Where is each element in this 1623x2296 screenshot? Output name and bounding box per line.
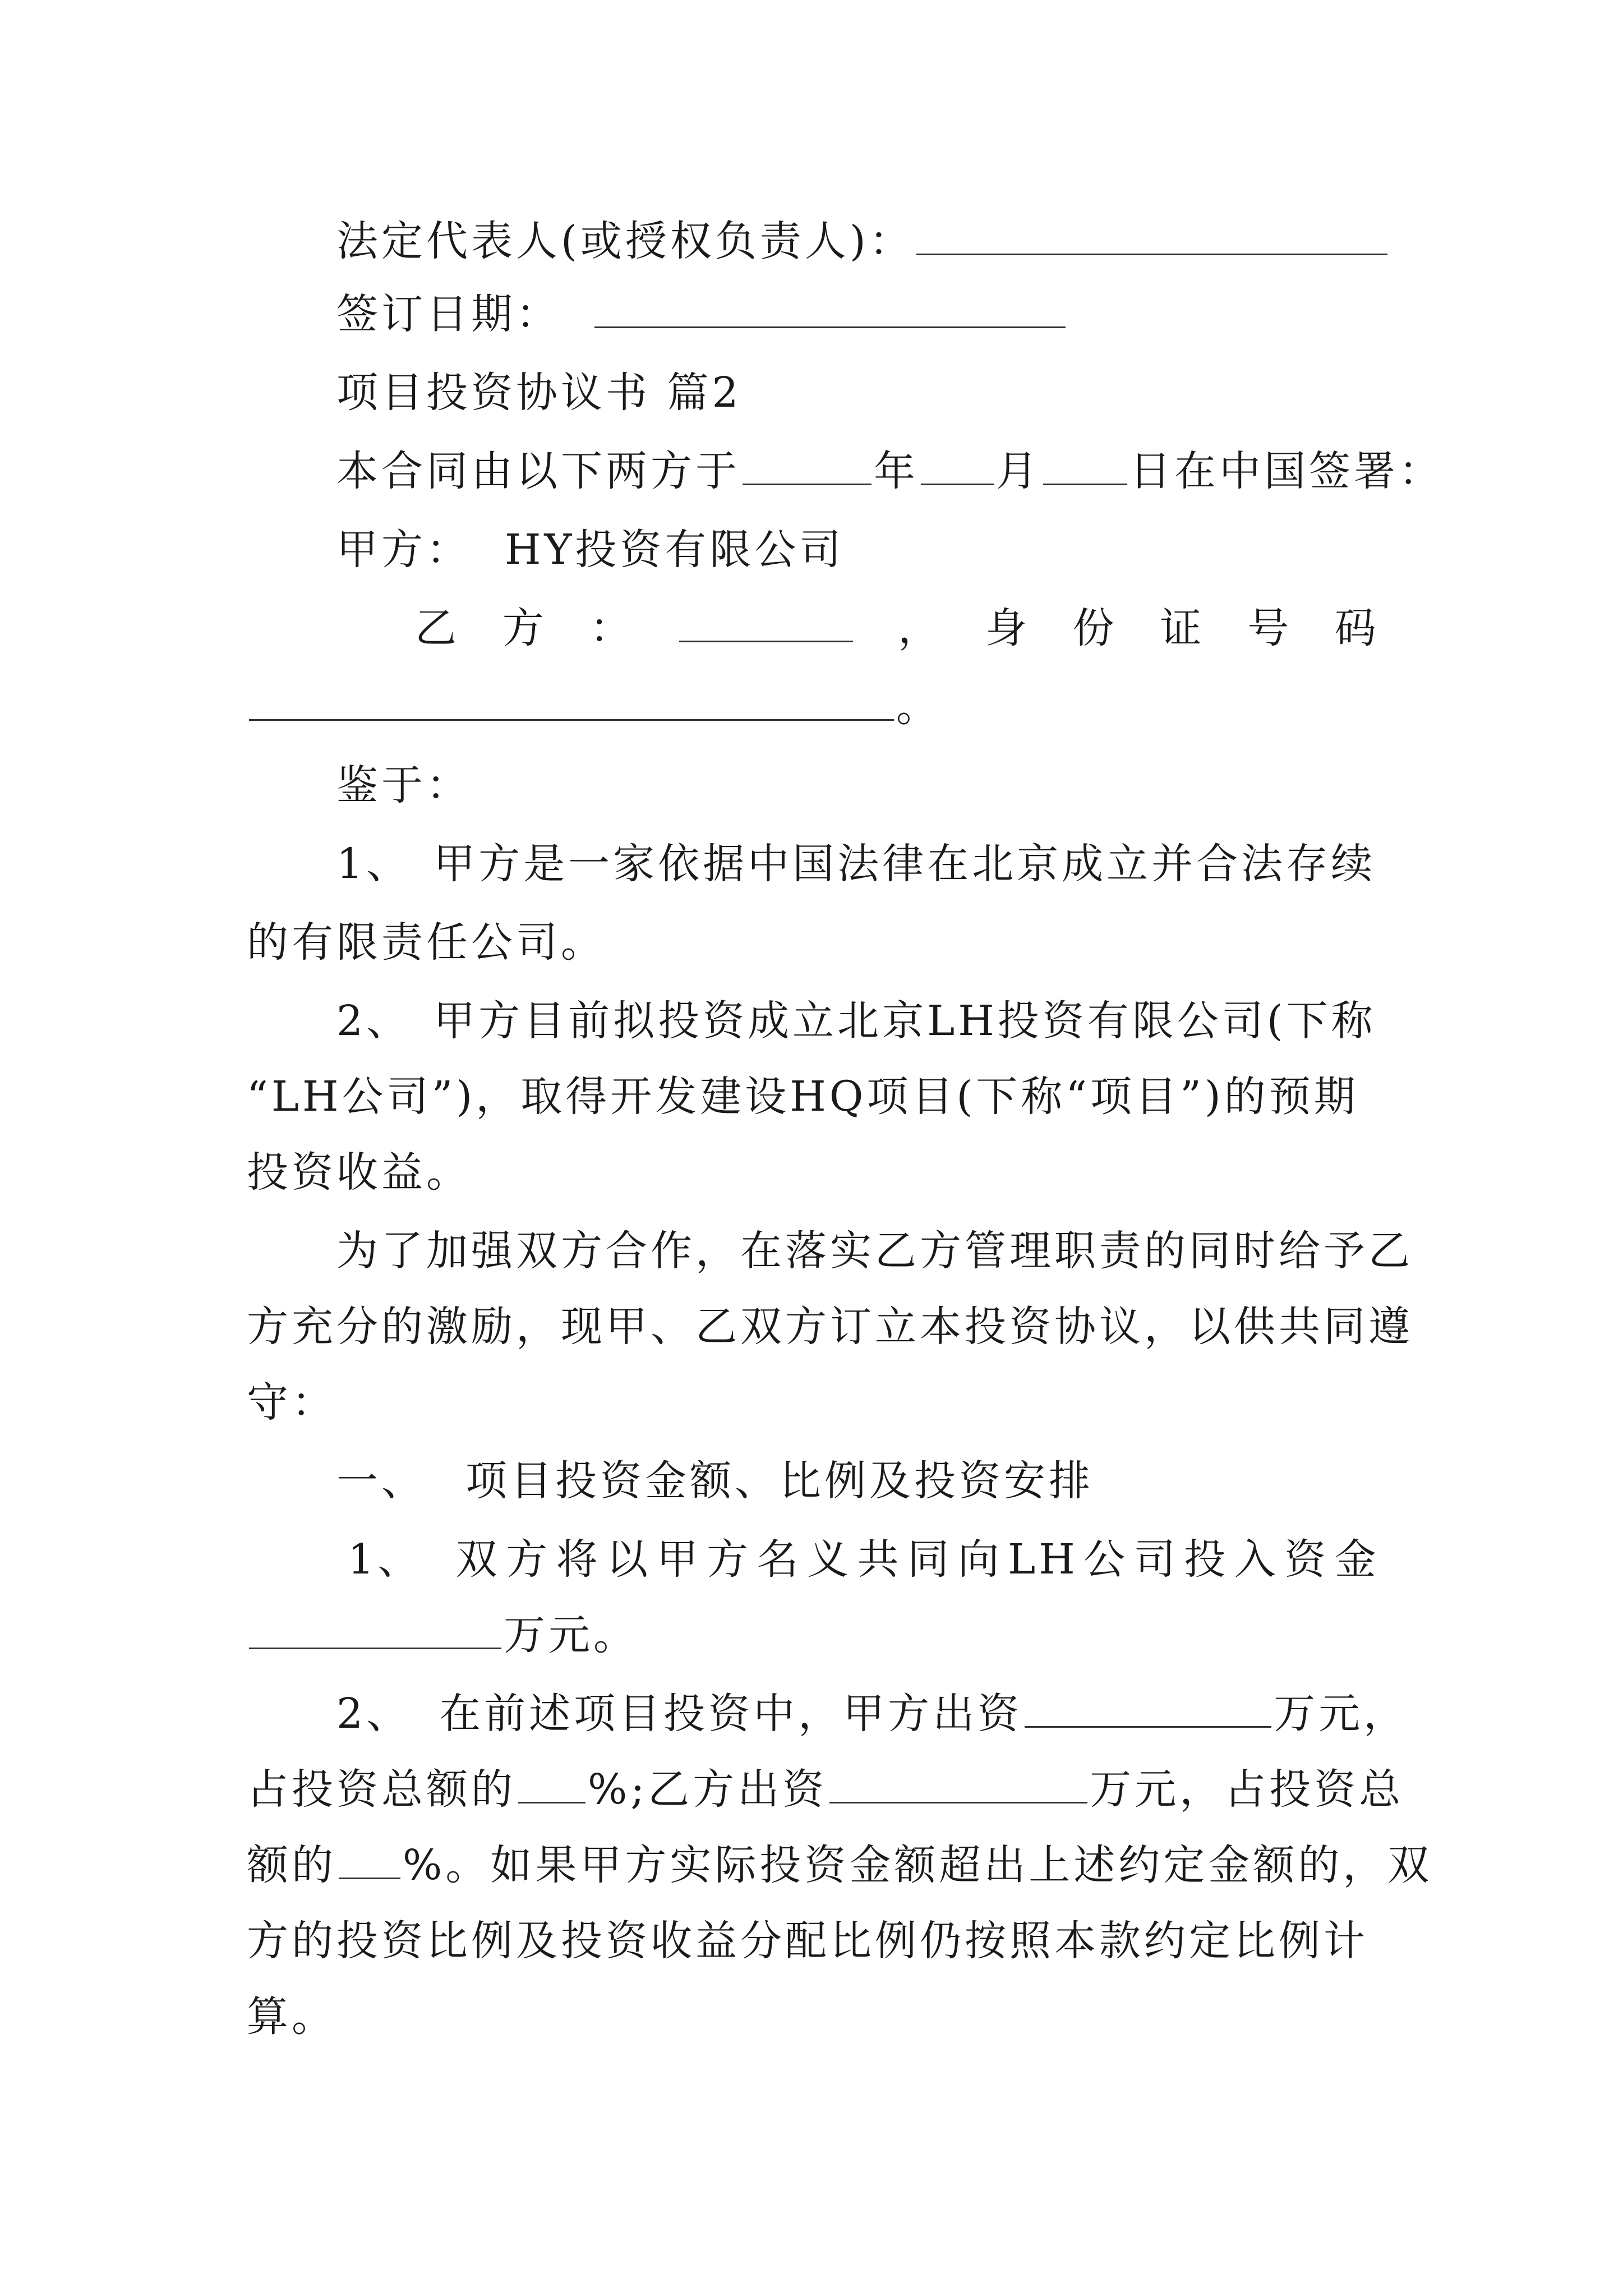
clause-text: 额的 bbox=[247, 1841, 336, 1889]
clause-char: 同 bbox=[907, 1535, 953, 1584]
id-char: 号 bbox=[1247, 604, 1293, 652]
item-number: 1、 bbox=[336, 840, 412, 888]
whereas-item-2-cont: “LH公司”)，取得开发建设HQ项目(下称“项目”)的预期 bbox=[247, 1073, 1359, 1121]
clause-number: 1、 bbox=[348, 1535, 423, 1584]
whereas-label: 鉴于： bbox=[336, 761, 471, 809]
clause-2-cont bbox=[247, 1761, 1404, 1818]
day-blank bbox=[1043, 444, 1127, 485]
whereas-item-1 bbox=[336, 836, 1376, 892]
id-char: 身 bbox=[985, 604, 1030, 652]
party-a-label: 甲方： bbox=[336, 526, 471, 574]
party-b-name-blank bbox=[679, 601, 853, 642]
clause-char: 投 bbox=[1184, 1535, 1229, 1584]
clause-1-line bbox=[348, 1531, 1380, 1588]
id-number-blank bbox=[249, 680, 894, 721]
clause-2-cont: 算。 bbox=[247, 1993, 336, 2041]
party-a-name: HY投资有限公司 bbox=[505, 526, 845, 574]
clause-char: 金 bbox=[1334, 1535, 1380, 1584]
clause-char: 共 bbox=[857, 1535, 902, 1584]
clause-text: 万元， bbox=[1274, 1690, 1409, 1738]
purpose-line: 方充分的激励，现甲、乙双方订立本投资协议，以供共同遵 bbox=[247, 1303, 1413, 1351]
clause-char: 以 bbox=[606, 1535, 652, 1584]
clause-2-cont bbox=[247, 1837, 1432, 1893]
clause-text: %。如果甲方实际投资金额超出上述约定金额的，双 bbox=[403, 1841, 1433, 1889]
party-b-amount-blank bbox=[829, 1763, 1087, 1803]
year-blank bbox=[743, 444, 872, 485]
heading-text: 项目投资金额、比例及投资安排 bbox=[465, 1457, 1094, 1505]
year-label: 年 bbox=[874, 447, 919, 495]
party-b-char: 乙 bbox=[415, 604, 460, 652]
clause-char: 资 bbox=[1284, 1535, 1330, 1584]
clause-1-tail: 万元。 bbox=[504, 1611, 638, 1659]
clause-char: 甲 bbox=[656, 1535, 702, 1584]
purpose-line: 守： bbox=[247, 1378, 336, 1427]
clause-2-cont: 方的投资比例及投资收益分配比例仍按照本款约定比例计 bbox=[247, 1917, 1368, 1965]
clause-number: 2、 bbox=[336, 1690, 412, 1738]
clause-char: 公 bbox=[1083, 1535, 1129, 1584]
whereas-item-2 bbox=[336, 993, 1376, 1049]
party-a-percent-blank bbox=[518, 1763, 585, 1803]
clause-char: 方 bbox=[506, 1535, 551, 1584]
item-text: 甲方目前拟投资成立北京LH投资有限公司(下称 bbox=[434, 997, 1376, 1045]
total-amount-blank bbox=[249, 1608, 501, 1649]
party-b-percent-blank bbox=[339, 1838, 400, 1879]
clause-1-cont bbox=[247, 1607, 638, 1663]
legal-rep-blank bbox=[916, 214, 1387, 255]
legal-rep-line bbox=[336, 213, 1390, 269]
party-b-char: 方 bbox=[502, 604, 547, 652]
item-number: 2、 bbox=[336, 997, 412, 1045]
month-blank bbox=[921, 444, 994, 485]
sign-date-blank bbox=[594, 287, 1066, 328]
party-b-id-line bbox=[247, 679, 941, 735]
clause-text: 在前述项目投资中，甲方出资 bbox=[439, 1690, 1023, 1738]
clause-char: 方 bbox=[707, 1535, 752, 1584]
clause-char: 入 bbox=[1234, 1535, 1279, 1584]
party-b-line bbox=[415, 600, 1380, 656]
heading-number: 一、 bbox=[336, 1457, 426, 1505]
party-a-amount-blank bbox=[1025, 1687, 1271, 1728]
intro-text: 本合同由以下两方于 bbox=[336, 447, 740, 495]
party-b-char: ： bbox=[589, 604, 635, 652]
clause-char: 向 bbox=[957, 1535, 1003, 1584]
clause-char: 将 bbox=[556, 1535, 601, 1584]
clause-char: 双 bbox=[455, 1535, 501, 1584]
id-char: 码 bbox=[1334, 604, 1380, 652]
party-b-comma: ， bbox=[898, 604, 943, 652]
day-tail: 日在中国签署： bbox=[1129, 447, 1444, 495]
purpose-line: 为了加强双方合作，在落实乙方管理职责的同时给予乙 bbox=[336, 1227, 1413, 1275]
clause-text: 万元，占投资总 bbox=[1090, 1765, 1404, 1814]
article-1-heading bbox=[336, 1453, 1094, 1509]
whereas-item-1-cont: 的有限责任公司。 bbox=[247, 918, 606, 967]
party-b-end: 。 bbox=[896, 683, 941, 731]
id-char: 证 bbox=[1160, 604, 1205, 652]
party-a-line bbox=[336, 522, 844, 578]
whereas-item-2-cont: 投资收益。 bbox=[247, 1148, 471, 1197]
clause-char: 名 bbox=[757, 1535, 802, 1584]
clause-text: %;乙方出资 bbox=[588, 1765, 828, 1814]
intro-line bbox=[336, 443, 1444, 499]
month-label: 月 bbox=[996, 447, 1041, 495]
clause-2-line bbox=[336, 1686, 1408, 1742]
legal-rep-label: 法定代表人(或授权负责人)： bbox=[336, 217, 914, 265]
clause-char: LH bbox=[1008, 1535, 1078, 1584]
section-title: 项目投资协议书 篇2 bbox=[336, 369, 742, 417]
clause-text: 占投资总额的 bbox=[247, 1765, 516, 1814]
sign-date-line bbox=[336, 286, 1068, 342]
clause-char: 司 bbox=[1133, 1535, 1179, 1584]
item-text: 甲方是一家依据中国法律在北京成立并合法存续 bbox=[434, 840, 1376, 888]
id-char: 份 bbox=[1072, 604, 1118, 652]
clause-char: 义 bbox=[807, 1535, 852, 1584]
sign-date-label: 签订日期： bbox=[336, 290, 561, 338]
